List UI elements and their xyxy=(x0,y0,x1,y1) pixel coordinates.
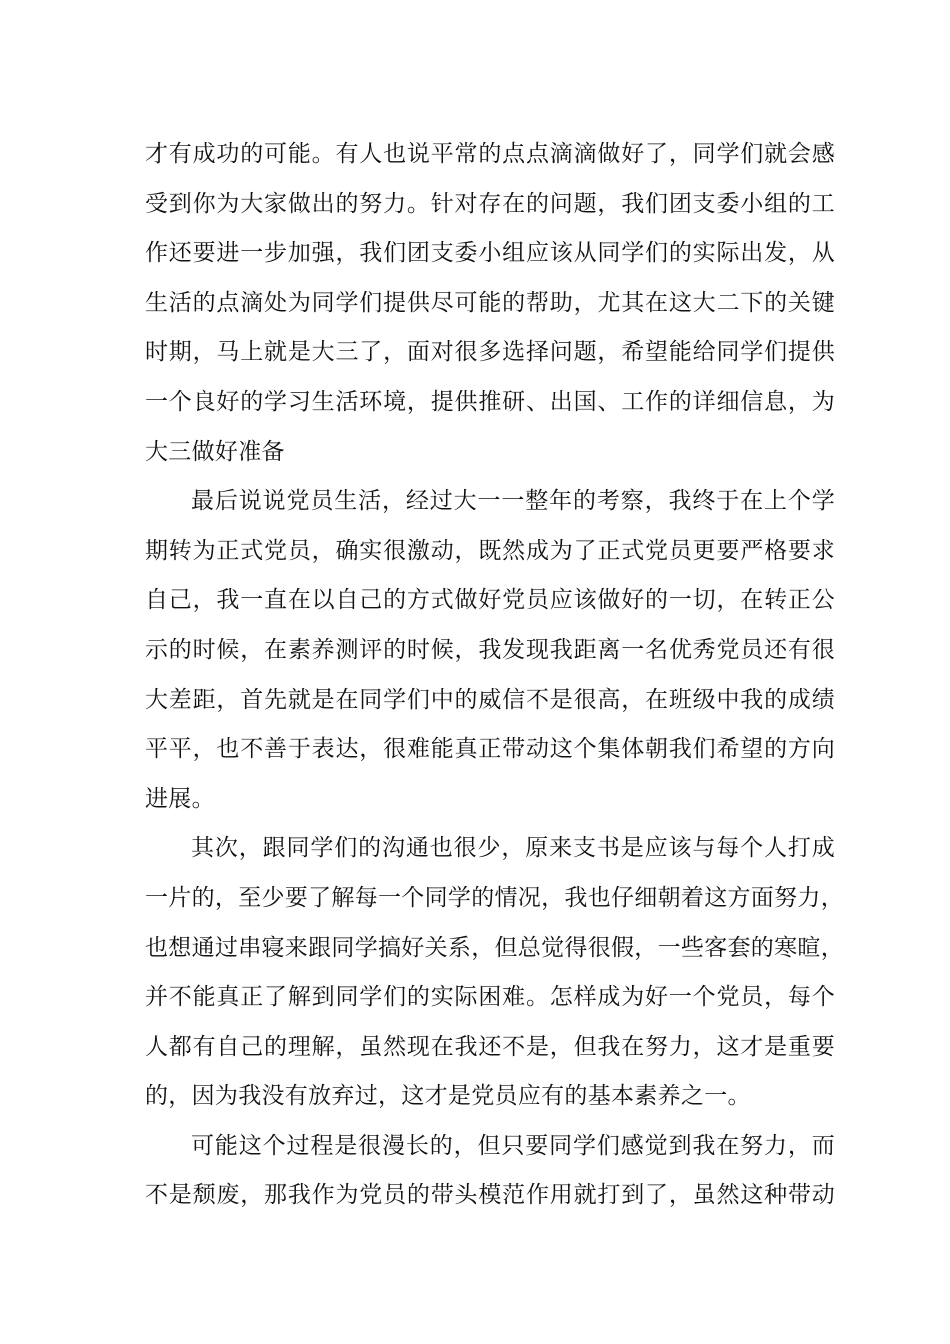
text-line: 受到你为大家做出的努力。针对存在的问题，我们团支委小组的工 xyxy=(145,190,835,217)
text-line: 时期，马上就是大三了，面对很多选择问题，希望能给同学们提供 xyxy=(145,339,835,366)
text-line: 大差距，首先就是在同学们中的威信不是很高，在班级中我的成绩 xyxy=(145,686,835,713)
text-line: 才有成功的可能。有人也说平常的点点滴滴做好了，同学们就会感 xyxy=(145,141,835,167)
text-line: 也想通过串寝来跟同学搞好关系，但总觉得很假，一些客套的寒暄， xyxy=(145,934,844,961)
text-line: 期转为正式党员，确实很激动，既然成为了正式党员更要严格要求 xyxy=(145,537,835,564)
text-line: 作还要进一步加强，我们团支委小组应该从同学们的实际出发，从 xyxy=(145,240,835,267)
paragraph xyxy=(145,1122,835,1221)
text-line: 自己，我一直在以自己的方式做好党员应该做好的一切，在转正公 xyxy=(145,587,835,614)
text-line: 并不能真正了解到同学们的实际困难。怎样成为好一个党员，每个 xyxy=(145,984,835,1011)
paragraph xyxy=(145,477,835,824)
text-line: 的，因为我没有放弃过，这才是党员应有的基本素养之一。 xyxy=(145,1083,751,1110)
text-line: 最后说说党员生活，经过大一一整年的考察，我终于在上个学 xyxy=(191,488,835,515)
text-line: 一个良好的学习生活环境，提供推研、出国、工作的详细信息，为 xyxy=(145,388,835,415)
paragraph xyxy=(145,130,835,477)
text-line: 其次，跟同学们的沟通也很少，原来支书是应该与每个人打成 xyxy=(191,835,835,862)
text-line: 不是颓废，那我作为党员的带头模范作用就打到了，虽然这种带动 xyxy=(145,1182,835,1209)
text-line: 人都有自己的理解，虽然现在我还不是，但我在努力，这才是重要 xyxy=(145,1033,835,1060)
text-line: 大三做好准备 xyxy=(145,438,285,465)
text-line: 一片的，至少要了解每一个同学的情况，我也仔细朝着这方面努力， xyxy=(145,884,844,911)
text-line: 示的时候，在素养测评的时候，我发现我距离一名优秀党员还有很 xyxy=(145,636,835,663)
text-line: 可能这个过程是很漫长的，但只要同学们感觉到我在努力，而 xyxy=(191,1132,835,1159)
text-line: 生活的点滴处为同学们提供尽可能的帮助，尤其在这大二下的关键 xyxy=(145,289,835,316)
paragraph xyxy=(145,824,844,1122)
text-line: 进展。 xyxy=(145,785,215,812)
document-body xyxy=(145,130,844,1221)
text-line: 平平，也不善于表达，很难能真正带动这个集体朝我们希望的方向 xyxy=(145,736,835,763)
